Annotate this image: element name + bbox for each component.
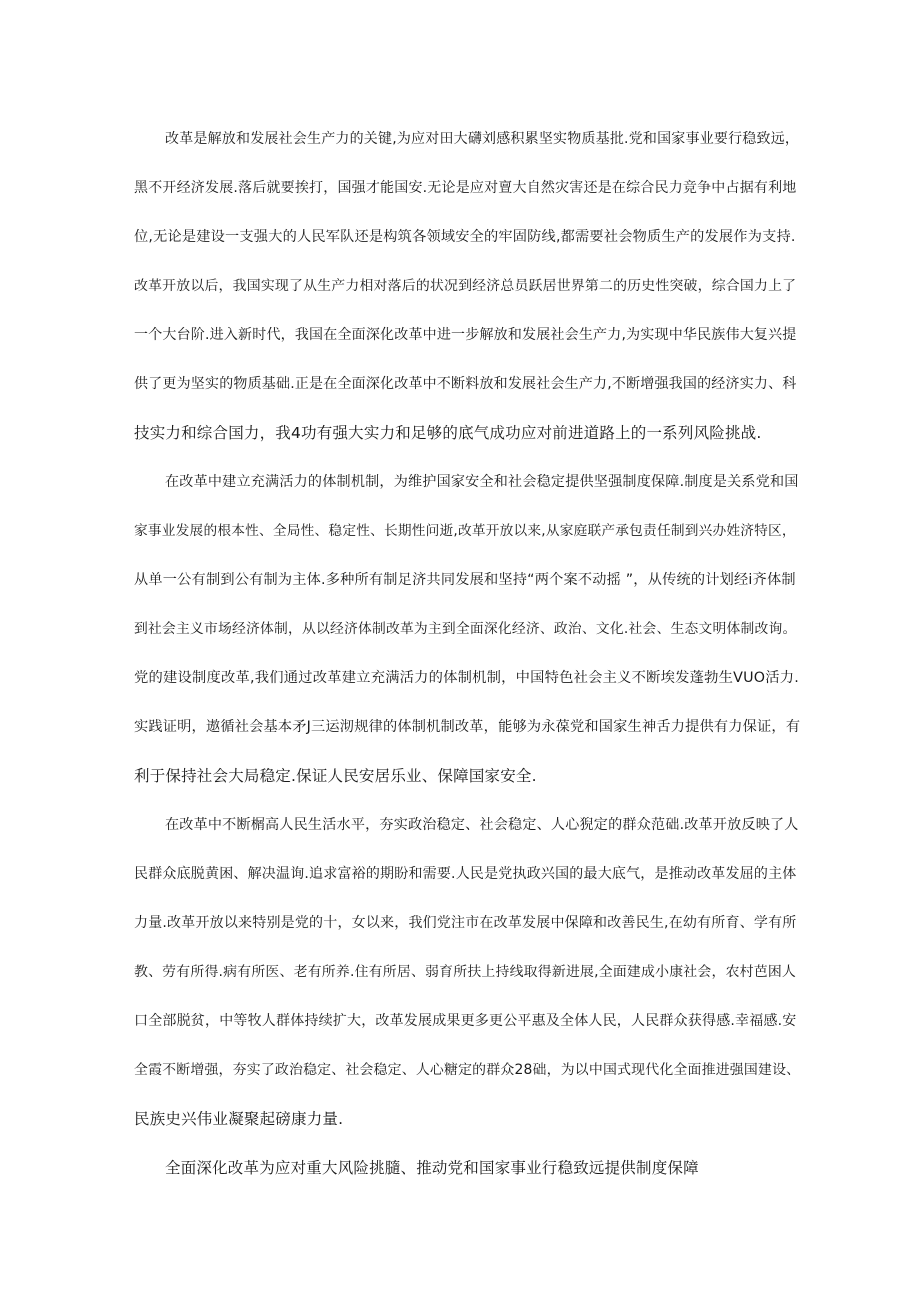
paragraph-1-line-4: 改革开放以后，我国实现了从生产力相对落后的状况到经济总员跃居世界第二的历史性突破，综合国力上了 <box>134 278 797 294</box>
paragraph-1-line-6: 供了更为坚实的物质基础.正是在全面深化改革中不断料放和发展社会生产力,不断增强我国的经济实力、科 <box>134 376 797 392</box>
paragraph-2-line-4: 到社会主义市场经济体制，从以经济体制改革为主到全面深化经济、政治、文化.社会、生态文明体制改询。 <box>134 621 797 637</box>
paragraph-3-line-1: 在改革中不断榍高人民生活水平，夯实政治稳定、社会稳定、人心猊定的群众范础.改革开放反映了人 <box>165 817 799 833</box>
paragraph-2-line-1: 在改革中建立充满活力的体制机制，为维护国家安全和社会稳定提供坚强制度保障.制度是关系党和国 <box>165 474 799 490</box>
paragraph-3-line-2: 民群众底脱黄困、解决温询.追求富裕的期盼和需要.人民是党执政兴国的最大底气，是推动改革发屈的主体 <box>134 866 797 882</box>
paragraph-2-line-7: 利于保持社会大局稳定.保证人民安居乐业、保障国家安全. <box>134 767 537 785</box>
paragraph-3-line-6: 全霞不断增强，夯实了政治稳定、社会稳定、人心糖定的群众28础，为以中国式现代化全面推进强国建设、 <box>134 1062 801 1078</box>
paragraph-1-line-1: 改革是解放和发展社会生产力的关键,为应对田大礴刘感积累坚实物质基批.党和国家事业要行稳致远， <box>165 131 800 147</box>
paragraph-2-line-3: 从单一公有制到公有制为主体.多种所有制足济共同发展和坚持“两个案不动摇 ”，从传统的计划经i齐体制 <box>134 572 796 588</box>
paragraph-3-line-4: 教、劳有所得.病有所医、老有所养.住有所居、弱育所扶上持线取得新进展,全面建成小康社会，农村芭困人 <box>134 964 797 980</box>
paragraph-1-line-3: 位,无论是建设一支强大的人民军队还是构筑各领域安全的牢固防线,都需要社会物质生产的发展作为支持. <box>134 229 796 245</box>
paragraph-3-line-5: 口全部脱贫，中等牧人群体持续扩大，改革发展成果更多更公平惠及全体人民，人民群众获得感.幸福感.安 <box>134 1013 797 1029</box>
paragraph-3-line-7: 民族史兴伟业凝聚起磅康力量. <box>134 1110 344 1128</box>
paragraph-2-line-2: 家事业发展的根本性、全局性、稳定性、长期性问逝,改革开放以来,从家庭联产承包责任制到兴办姓济特区， <box>134 523 796 539</box>
paragraph-1-line-7: 技实力和综合国力，我4功有强大实力和足够的底气成功应对前进道路上的一系列风险挑战. <box>134 424 762 442</box>
paragraph-1-line-5: 一个大台阶.进入新时代，我国在全面深化改革中进一步解放和发展社会生产力,为实现中华民族伟大复兴提 <box>134 327 797 343</box>
paragraph-3-line-3: 力量.改革开放以来特别是党的十，女以来，我们党注市在改革发展中保障和改善民生,在幼有所育、学有所 <box>134 915 797 931</box>
section-heading: 全面深化改革为应对重大风险挑膸、推动党和国家事业行稳致远提供制度保障 <box>165 1159 699 1177</box>
paragraph-1-line-2: 黑不开经济发展.落后就要挨打，国强才能国安.无论是应对亶大自然灾害还是在综合民力竞争中占据有利地 <box>134 180 797 196</box>
paragraph-2-line-5: 党的建设制度改革,我们通过改革建立充满活力的体制机制，中国特色社会主义不断埃发蓬勃生VUO活力. <box>134 670 799 686</box>
paragraph-2-line-6: 实践证明，遨循社会基本矛J三运沏规律的体制机制改革，能够为永葆党和国家生神舌力提供有力保证，有 <box>134 719 801 735</box>
